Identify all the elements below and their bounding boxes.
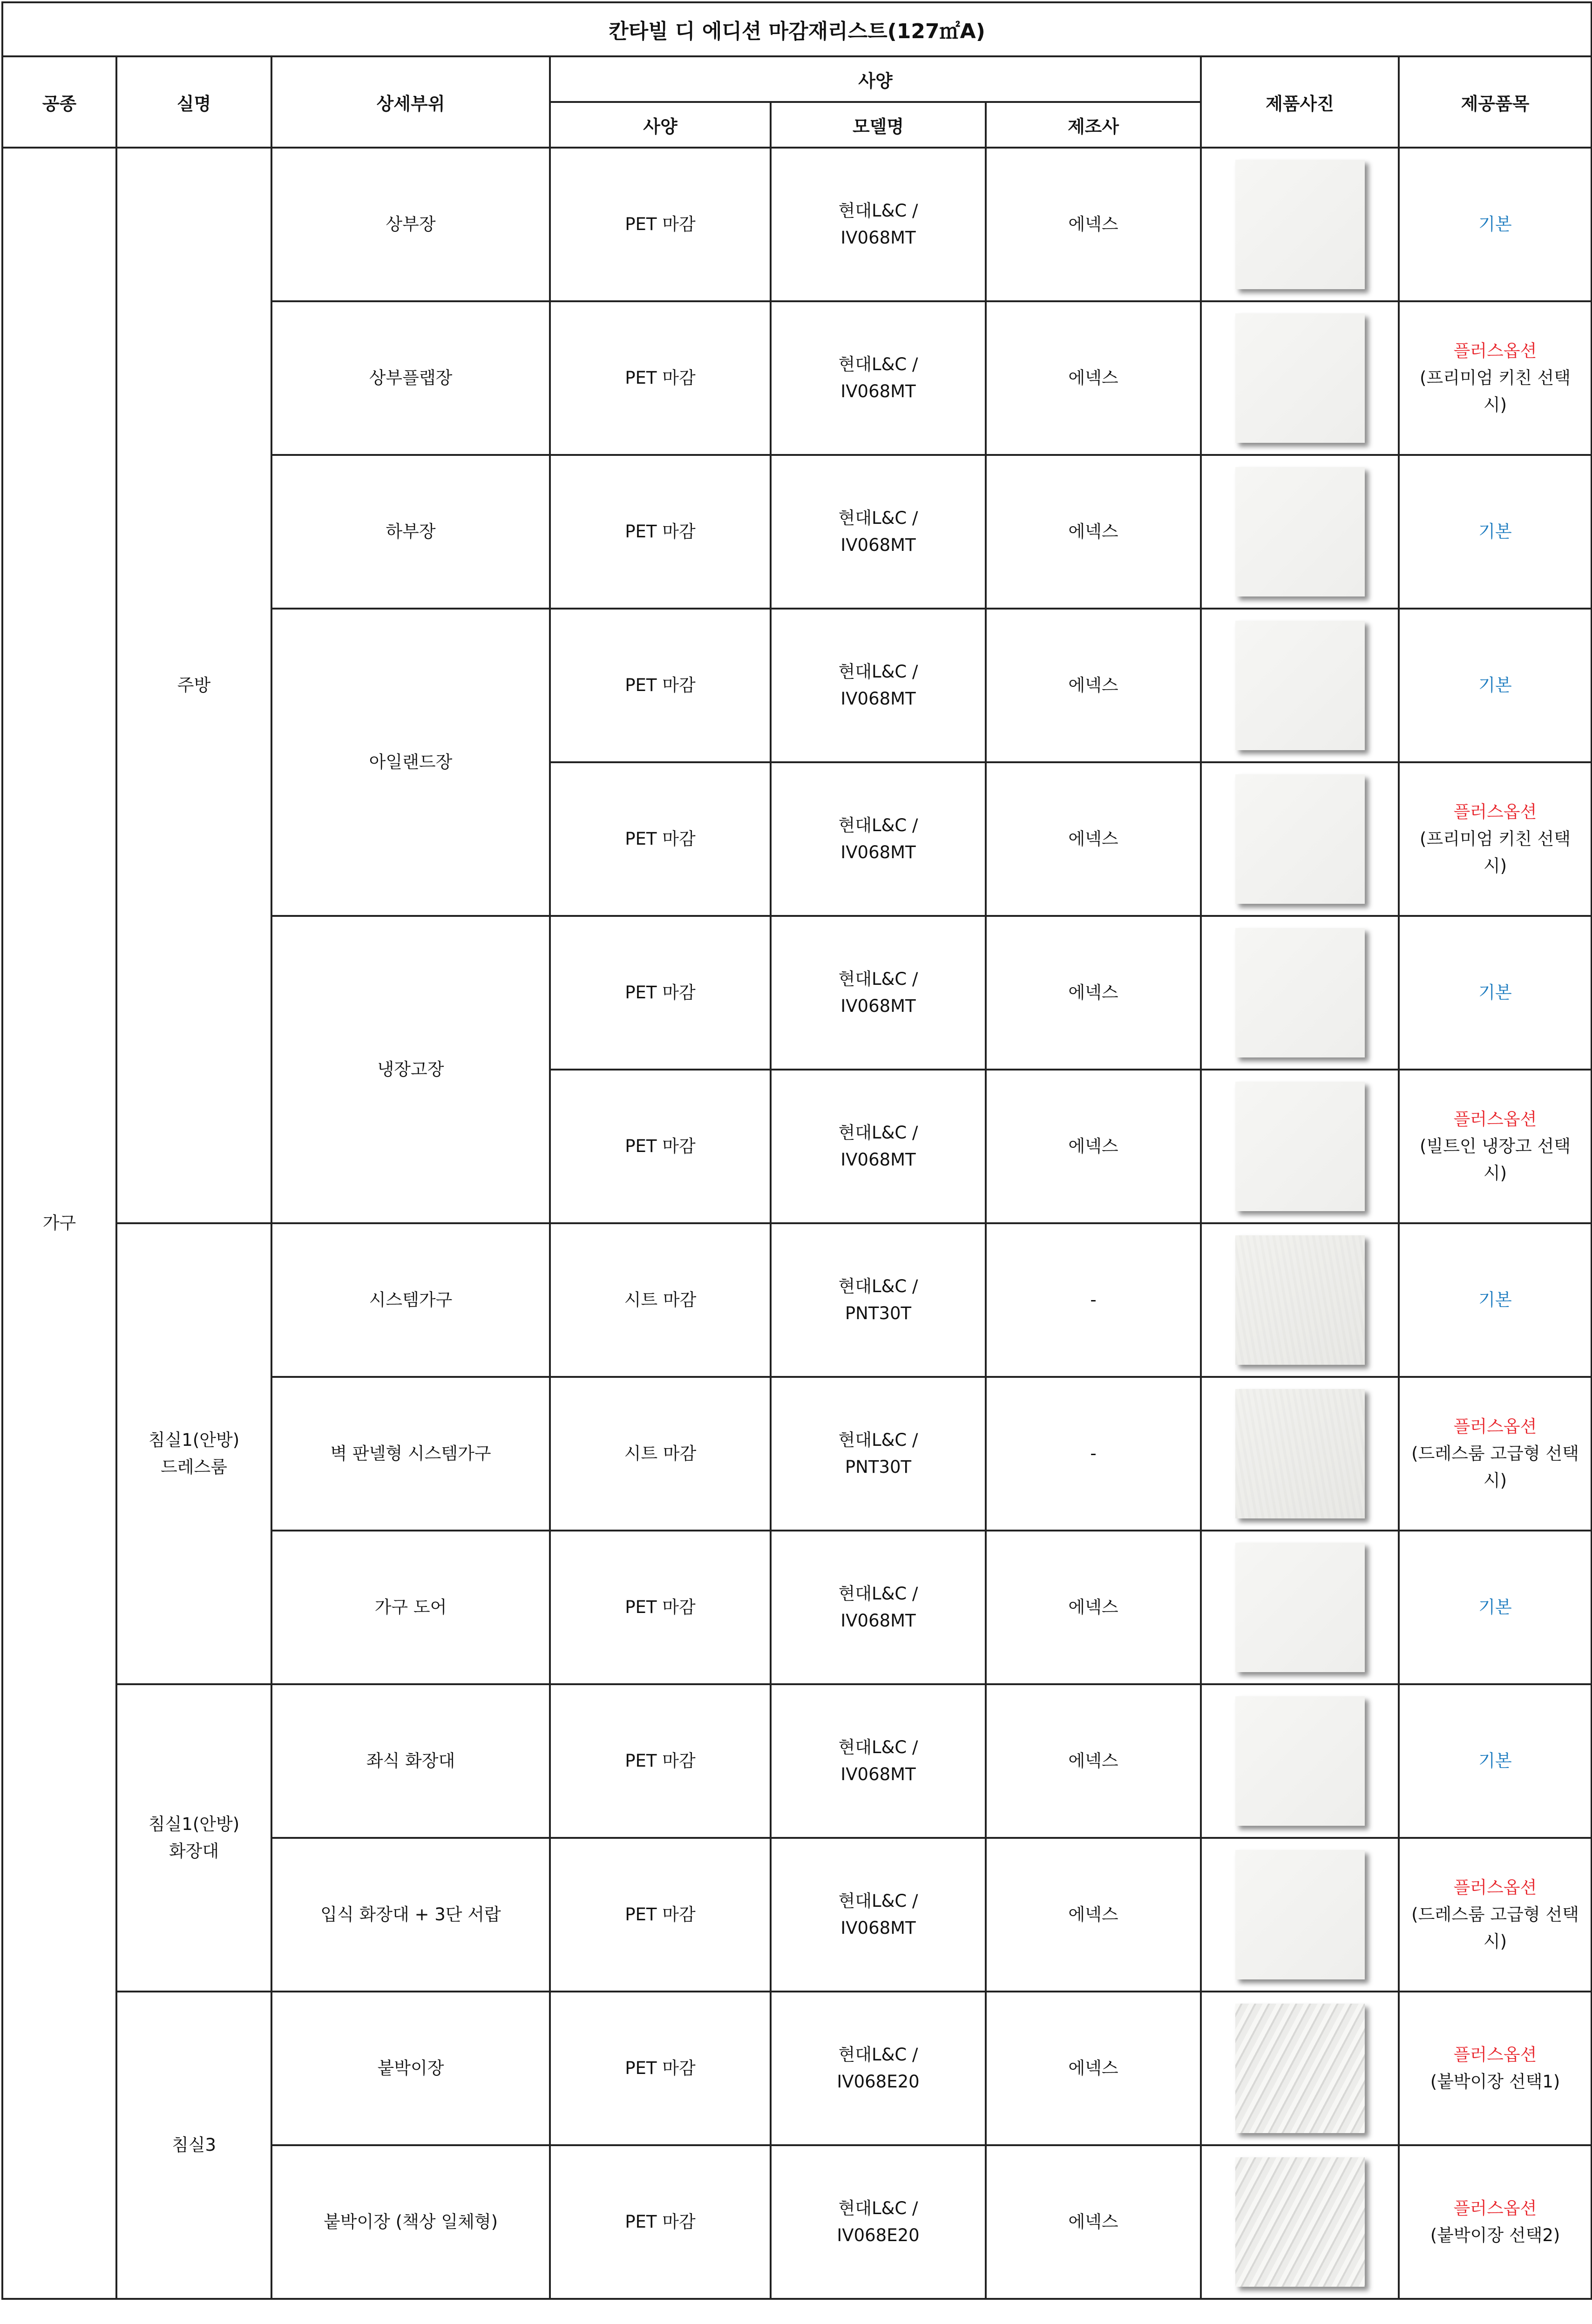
provide-cell <box>1399 148 1592 301</box>
model-code-line: IV068MT <box>840 842 916 862</box>
model-maker-line: 현대L&C / <box>838 201 918 221</box>
spec-cell: PET 마감 <box>550 455 771 609</box>
material-swatch <box>1235 313 1365 443</box>
model-code-line: PNT30T <box>845 1457 912 1477</box>
spec-cell: PET 마감 <box>550 301 771 455</box>
maker-cell: 에넥스 <box>986 1838 1201 1992</box>
model-maker-line: 현대L&C / <box>838 2198 918 2218</box>
model-code-line: IV068MT <box>840 1764 916 1784</box>
provide-cell <box>1399 1992 1592 2145</box>
material-swatch <box>1235 1696 1365 1826</box>
spec-cell: PET 마감 <box>550 1992 771 2145</box>
maker-cell: 에넥스 <box>986 301 1201 455</box>
provide-note: (빌트인 냉장고 선택 <box>1420 1136 1571 1156</box>
model-code-line: PNT30T <box>845 1303 912 1323</box>
spec-cell: PET 마감 <box>550 1838 771 1992</box>
room-name-line: 침실1(안방) <box>148 1814 240 1834</box>
model-maker-line: 현대L&C / <box>838 2045 918 2065</box>
material-swatch <box>1235 160 1365 289</box>
header-room: 실명 <box>116 56 271 148</box>
model-maker-line: 현대L&C / <box>838 1584 918 1604</box>
provide-type: 기본 <box>1478 1751 1512 1771</box>
provide-type: 플러스옵션 <box>1453 1109 1537 1129</box>
maker-cell: - <box>986 1377 1201 1531</box>
maker-cell: 에넥스 <box>986 455 1201 609</box>
material-swatch <box>1235 1543 1365 1672</box>
provide-type: 기본 <box>1478 1597 1512 1617</box>
model-code-line: IV068MT <box>840 996 916 1016</box>
detail-cell: 좌식 화장대 <box>271 1684 550 1838</box>
provide-note-cont: 시) <box>1483 1470 1507 1491</box>
detail-cell: 입식 화장대 + 3단 서랍 <box>271 1838 550 1992</box>
model-cell <box>771 762 986 916</box>
provide-cell <box>1399 1684 1592 1838</box>
header-spec-group: 사양 <box>550 56 1201 102</box>
provide-type: 기본 <box>1478 522 1512 542</box>
photo-cell <box>1201 1377 1399 1531</box>
provide-cell <box>1399 2145 1592 2299</box>
room-cell: 주방 <box>116 148 271 1223</box>
model-cell <box>771 1684 986 1838</box>
model-maker-line: 현대L&C / <box>838 662 918 682</box>
model-cell <box>771 455 986 609</box>
room-name-line: 드레스룸 <box>161 1457 227 1477</box>
room-name-line: 침실1(안방) <box>148 1430 240 1450</box>
document-title: 칸타빌 디 에디션 마감재리스트(127㎡A) <box>2 2 1592 56</box>
model-code-line: IV068E20 <box>837 2072 920 2092</box>
model-cell <box>771 916 986 1070</box>
header-provide: 제공품목 <box>1399 56 1592 148</box>
room-cell <box>116 1684 271 1992</box>
maker-cell: 에넥스 <box>986 1684 1201 1838</box>
model-maker-line: 현대L&C / <box>838 1430 918 1450</box>
maker-cell: 에넥스 <box>986 1992 1201 2145</box>
provide-note: (프리미엄 키친 선택 <box>1420 368 1571 388</box>
spec-cell: PET 마감 <box>550 609 771 762</box>
detail-cell: 붙박이장 <box>271 1992 550 2145</box>
room-name-line: 화장대 <box>169 1841 219 1861</box>
provide-cell <box>1399 1377 1592 1531</box>
model-cell <box>771 1223 986 1377</box>
model-maker-line: 현대L&C / <box>838 969 918 989</box>
provide-note: (드레스룸 고급형 선택 <box>1411 1904 1579 1924</box>
model-maker-line: 현대L&C / <box>838 815 918 835</box>
provide-type: 기본 <box>1478 675 1512 695</box>
model-maker-line: 현대L&C / <box>838 1737 918 1757</box>
model-maker-line: 현대L&C / <box>838 1891 918 1911</box>
spec-cell: PET 마감 <box>550 1070 771 1223</box>
provide-cell <box>1399 1838 1592 1992</box>
detail-cell: 아일랜드장 <box>271 609 550 916</box>
room-cell <box>116 1223 271 1684</box>
model-code-line: IV068MT <box>840 381 916 401</box>
detail-cell: 시스템가구 <box>271 1223 550 1377</box>
photo-cell <box>1201 1070 1399 1223</box>
model-code-line: IV068MT <box>840 228 916 248</box>
provide-note: (붙박이장 선택2) <box>1430 2225 1560 2245</box>
model-cell <box>771 1377 986 1531</box>
model-cell <box>771 1531 986 1684</box>
provide-cell <box>1399 455 1592 609</box>
provide-note-cont: 시) <box>1483 1931 1507 1951</box>
material-swatch <box>1235 467 1365 596</box>
model-cell <box>771 301 986 455</box>
provide-cell <box>1399 301 1592 455</box>
photo-cell <box>1201 609 1399 762</box>
header-trade: 공종 <box>2 56 116 148</box>
spec-cell: 시트 마감 <box>550 1377 771 1531</box>
header-spec: 사양 <box>550 102 771 148</box>
table-row <box>2 1684 1592 1838</box>
model-code-line: IV068MT <box>840 689 916 709</box>
photo-cell <box>1201 455 1399 609</box>
spec-cell: PET 마감 <box>550 1531 771 1684</box>
provide-note: (드레스룸 고급형 선택 <box>1411 1443 1579 1464</box>
spec-cell: PET 마감 <box>550 2145 771 2299</box>
spec-cell: 시트 마감 <box>550 1223 771 1377</box>
room-cell: 침실3 <box>116 1992 271 2299</box>
provide-type: 기본 <box>1478 982 1512 1003</box>
provide-type: 플러스옵션 <box>1453 2198 1537 2218</box>
detail-cell: 붙박이장 (책상 일체형) <box>271 2145 550 2299</box>
photo-cell <box>1201 1838 1399 1992</box>
spec-cell: PET 마감 <box>550 762 771 916</box>
provide-cell <box>1399 609 1592 762</box>
photo-cell <box>1201 1531 1399 1684</box>
model-code-line: IV068MT <box>840 1150 916 1170</box>
maker-cell: - <box>986 1223 1201 1377</box>
header-photo: 제품사진 <box>1201 56 1399 148</box>
photo-cell <box>1201 148 1399 301</box>
spec-cell: PET 마감 <box>550 916 771 1070</box>
detail-cell: 상부플랩장 <box>271 301 550 455</box>
provide-note-cont: 시) <box>1483 856 1507 876</box>
photo-cell <box>1201 1992 1399 2145</box>
detail-cell: 냉장고장 <box>271 916 550 1223</box>
maker-cell: 에넥스 <box>986 916 1201 1070</box>
model-maker-line: 현대L&C / <box>838 1276 918 1296</box>
model-cell <box>771 1838 986 1992</box>
photo-cell <box>1201 1684 1399 1838</box>
material-swatch <box>1235 621 1365 750</box>
provide-cell <box>1399 762 1592 916</box>
provide-type: 기본 <box>1478 214 1512 234</box>
provide-type: 플러스옵션 <box>1453 2045 1537 2065</box>
trade-cell: 가구 <box>2 148 116 2299</box>
model-code-line: IV068MT <box>840 535 916 555</box>
model-cell <box>771 2145 986 2299</box>
model-code-line: IV068MT <box>840 1918 916 1938</box>
maker-cell: 에넥스 <box>986 762 1201 916</box>
detail-cell: 상부장 <box>271 148 550 301</box>
provide-note: (프리미엄 키친 선택 <box>1420 829 1571 849</box>
material-swatch <box>1235 2157 1365 2287</box>
header-model: 모델명 <box>771 102 986 148</box>
material-swatch <box>1235 774 1365 904</box>
model-code-line: IV068E20 <box>837 2225 920 2245</box>
provide-note-cont: 시) <box>1483 395 1507 415</box>
header-detail: 상세부위 <box>271 56 550 148</box>
model-cell <box>771 148 986 301</box>
finish-list-sheet <box>1 1 1591 2323</box>
material-swatch <box>1235 2004 1365 2133</box>
material-swatch <box>1235 1389 1365 1518</box>
maker-cell: 에넥스 <box>986 148 1201 301</box>
photo-cell <box>1201 916 1399 1070</box>
provide-type: 플러스옵션 <box>1453 1416 1537 1436</box>
provide-type: 플러스옵션 <box>1453 802 1537 822</box>
photo-cell <box>1201 2145 1399 2299</box>
model-maker-line: 현대L&C / <box>838 354 918 374</box>
model-cell <box>771 1070 986 1223</box>
photo-cell <box>1201 1223 1399 1377</box>
model-cell <box>771 609 986 762</box>
spec-cell: PET 마감 <box>550 148 771 301</box>
maker-cell: 에넥스 <box>986 1070 1201 1223</box>
spec-cell: PET 마감 <box>550 1684 771 1838</box>
provide-note: (붙박이장 선택1) <box>1430 2072 1560 2092</box>
provide-cell <box>1399 1070 1592 1223</box>
material-swatch <box>1235 1235 1365 1365</box>
model-maker-line: 현대L&C / <box>838 508 918 528</box>
material-swatch <box>1235 928 1365 1057</box>
provide-cell <box>1399 916 1592 1070</box>
detail-cell: 하부장 <box>271 455 550 609</box>
provide-type: 플러스옵션 <box>1453 1877 1537 1897</box>
material-swatch <box>1235 1850 1365 1979</box>
maker-cell: 에넥스 <box>986 2145 1201 2299</box>
model-maker-line: 현대L&C / <box>838 1123 918 1143</box>
maker-cell: 에넥스 <box>986 609 1201 762</box>
header-maker: 제조사 <box>986 102 1201 148</box>
detail-cell: 벽 판넬형 시스템가구 <box>271 1377 550 1531</box>
photo-cell <box>1201 301 1399 455</box>
finish-list-table <box>1 1 1592 2300</box>
maker-cell: 에넥스 <box>986 1531 1201 1684</box>
provide-cell <box>1399 1531 1592 1684</box>
model-code-line: IV068MT <box>840 1611 916 1631</box>
provide-type: 기본 <box>1478 1290 1512 1310</box>
detail-cell: 가구 도어 <box>271 1531 550 1684</box>
model-cell <box>771 1992 986 2145</box>
provide-note-cont: 시) <box>1483 1163 1507 1183</box>
provide-cell <box>1399 1223 1592 1377</box>
table-row <box>2 1992 1592 2145</box>
provide-type: 플러스옵션 <box>1453 341 1537 361</box>
table-row <box>2 1223 1592 1377</box>
table-row <box>2 148 1592 301</box>
material-swatch <box>1235 1082 1365 1211</box>
photo-cell <box>1201 762 1399 916</box>
